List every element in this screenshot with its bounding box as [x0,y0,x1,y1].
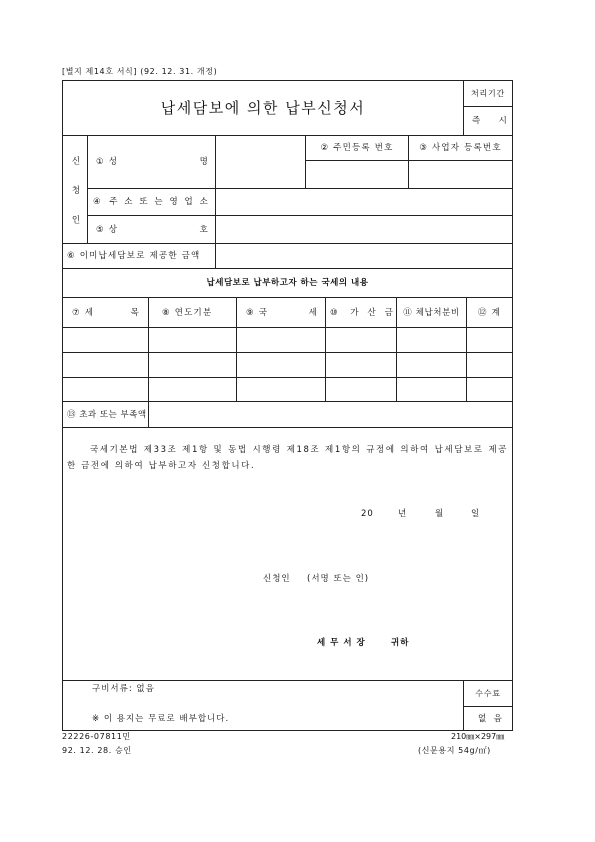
fee-label-cell [463,680,513,707]
business-no-label: ③ 사업자 등록번호 [419,143,502,153]
row2-tax-item-field[interactable] [62,352,149,378]
col-disposition-fee-label: ⑪ 체납처분비 [403,307,460,318]
name-label-cell [87,135,216,189]
date-year-label: 년 [398,509,408,519]
tax-section-heading-cell [62,268,513,298]
row2-disposition-fee-field[interactable] [396,352,467,378]
row1-total-field[interactable] [466,327,513,353]
name-field[interactable] [215,135,306,189]
col-national-tax-label-a: ⑨ 국 [246,307,269,318]
col-national-tax-label-b: 세 [308,307,318,318]
resident-no-field[interactable] [305,160,409,189]
name-label-b: 명 [199,157,209,167]
statement-area [62,427,513,681]
difference-label: ⑬ 초과 또는 부족액 [67,409,147,420]
prior-collateral-field[interactable] [215,243,513,269]
row2-national-tax-field[interactable] [236,352,326,378]
statement-text: 국세기본법 제33조 제1항 및 동법 시행령 제18조 제1항의 규정에 의하여 납세담보로 제공한 금전에 의하여 납부하고자 신청합니다. [67,445,508,471]
col-tax-item-header [62,297,149,328]
processing-period-label: 처리기간 [470,88,506,98]
difference-field[interactable] [148,401,513,428]
signature-label: 신청인 [263,574,291,584]
row3-surcharge-field[interactable] [325,377,397,402]
addressee-honorific: 귀하 [391,638,410,648]
fee-value-b: 음 [493,713,503,724]
row2-surcharge-field[interactable] [325,352,397,378]
col-surcharge-label: ⑩ 가 산 금 [330,307,394,318]
approval-date: 92. 12. 28. 승인 [62,746,132,755]
processing-period-value-b: 시 [498,116,508,126]
prior-collateral-label-cell [62,243,216,269]
date-year-prefix: 20 [361,509,374,519]
col-tax-item-label-b: 목 [130,307,140,318]
prior-collateral-label: ⑥ 이미납세담보로 제공한 금액 [67,251,201,261]
trade-name-label-cell [87,215,216,244]
row3-national-tax-field[interactable] [236,377,326,402]
address-label: ④ 주 소 또 는 영 업 소 [93,197,209,207]
form-number: 22226-07811민 [62,732,131,741]
processing-period-value-a: 즉 [472,116,482,126]
row1-tax-item-field[interactable] [62,327,149,353]
fee-value-cell [463,706,513,731]
row1-national-tax-field[interactable] [236,327,326,353]
resident-no-label: ② 주민등록 번호 [320,143,394,153]
row2-fiscal-year-field[interactable] [148,352,237,378]
business-no-label-cell [408,135,513,161]
date-month-label: 월 [435,509,445,519]
col-disposition-fee-header [396,297,467,328]
address-label-cell [87,188,216,216]
fee-value-a: 없 [478,713,488,724]
form-title-cell [62,80,464,136]
row1-disposition-fee-field[interactable] [396,327,467,353]
address-field[interactable] [215,188,513,216]
col-fiscal-year-header [148,297,237,328]
processing-period-value-cell [463,106,513,136]
fee-label: 수수료 [475,688,501,698]
required-documents: 구비서류: 없음 [92,684,155,694]
trade-name-label-a: ⑤ 상 [96,224,119,235]
col-total-label: ⑫ 계 [477,307,501,318]
name-label-a: ① 성 [96,157,119,167]
addressee-office: 세 무 서 장 [317,638,366,648]
free-distribution-notice: ※ 이 용지는 무료로 배부합니다. [92,714,230,724]
col-fiscal-year-label: ⑧ 연도기분 [162,307,213,318]
resident-no-label-cell [305,135,409,161]
col-surcharge-header [325,297,397,328]
business-no-field[interactable] [408,160,513,189]
difference-label-cell [62,401,149,428]
applicant-side-label-cell [62,135,88,244]
processing-period-label-cell [463,80,513,107]
row1-fiscal-year-field[interactable] [148,327,237,353]
col-total-header [466,297,513,328]
tax-section-heading: 납세담보로 납부하고자 하는 국세의 내용 [206,278,369,288]
row3-disposition-fee-field[interactable] [396,377,467,402]
signature-note: (서명 또는 인) [307,574,370,584]
row3-total-field[interactable] [466,377,513,402]
col-national-tax-header [236,297,326,328]
paper-size: 210㎜×297㎜ [451,732,505,741]
row1-surcharge-field[interactable] [325,327,397,353]
paper-type: (신문용지 54g/㎡) [418,746,491,755]
form-code: [별지 제14호 서식] (92. 12. 31. 개정) [62,67,218,76]
date-day-label: 일 [471,509,481,519]
trade-name-field[interactable] [215,215,513,244]
footer-notes-cell [62,680,464,731]
trade-name-label-b: 호 [199,224,209,235]
row3-fiscal-year-field[interactable] [148,377,237,402]
col-tax-item-label-a: ⑦ 세 [72,307,95,318]
row2-total-field[interactable] [466,352,513,378]
row3-tax-item-field[interactable] [62,377,149,402]
applicant-side-label: 신청인 [70,155,80,245]
form-title: 납세담보에 의한 납부신청서 [160,99,366,117]
